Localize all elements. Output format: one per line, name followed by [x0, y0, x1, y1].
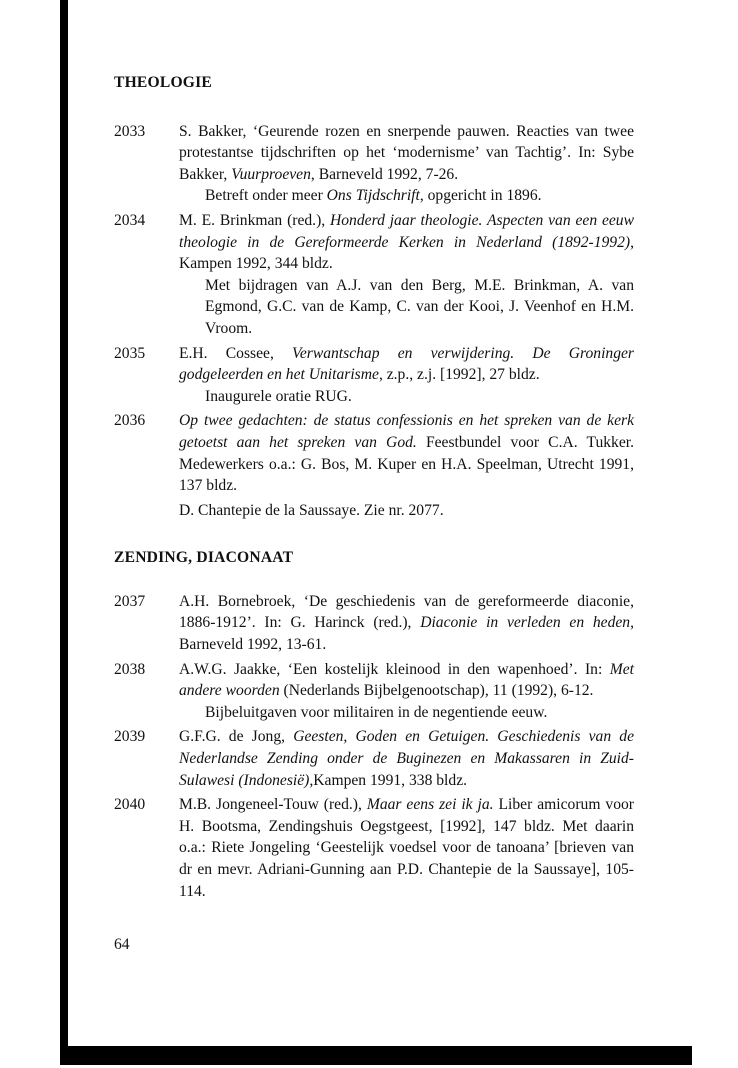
page-content	[114, 72, 634, 905]
citation-text: A.H. Bornebroek, ‘De geschiedenis van de gereformeerde diaconie, 1886-1912’. In: G. Harinck (red.),	[179, 592, 634, 632]
entry-number: 2033	[114, 122, 146, 140]
citation-text: M. E. Brinkman (red.),	[179, 211, 330, 229]
entry-body	[179, 794, 634, 902]
bibliography-entry	[114, 726, 634, 791]
entry-body	[179, 659, 634, 724]
entry-number: 2036	[114, 412, 146, 430]
citation-text: M.B. Jongeneel-Touw (red.),	[179, 796, 367, 814]
entry-citation	[179, 659, 634, 702]
citation-text: , Barneveld 1992, 13-61.	[179, 614, 634, 654]
entry-number: 2034	[114, 211, 146, 229]
bibliography-entry	[114, 794, 634, 902]
citation-title: Verwantschap en verwijdering. De Groninger godgeleerden en het Unitarisme	[179, 344, 634, 384]
citation-title: Op twee gedachten: de status confessionis en het spreken van de kerk getoetst aan het spreken van God.	[179, 412, 634, 451]
citation-title: Vuurproeven	[231, 165, 311, 183]
bibliography-entry	[114, 591, 634, 656]
citation-title: Diaconie in verleden en heden	[420, 614, 631, 632]
entry-citation	[179, 794, 634, 902]
entry-body	[179, 121, 634, 207]
page-number: 64	[114, 936, 130, 953]
cross-reference: D. Chantepie de la Saussaye. Zie nr. 2077.	[179, 501, 444, 519]
entry-number: 2040	[114, 796, 146, 814]
entry-note: Inaugurele oratie RUG.	[205, 387, 352, 405]
section-theologie	[114, 72, 634, 521]
scan-edge-left	[60, 0, 68, 1064]
note-text: Betreft onder meer	[205, 187, 327, 205]
entry-list	[114, 591, 634, 902]
entry-citation	[179, 343, 634, 386]
bibliography-entry	[114, 343, 634, 408]
note-text: , opgericht in 1896.	[419, 187, 542, 205]
entry-citation	[179, 726, 634, 791]
entry-body	[179, 210, 634, 340]
section-zending-diaconaat	[114, 547, 634, 902]
entry-number: 2038	[114, 660, 146, 678]
citation-text: , Barneveld 1992, 7-26.	[310, 165, 459, 183]
citation-text: S. Bakker, ‘Geurende rozen en snerpende pauwen. Reacties van twee protestantse tijdschriften op het ‘modernisme’ van Tachtig’. In: Sybe Bakker,	[179, 122, 634, 183]
entry-citation	[179, 121, 634, 186]
entry-body	[179, 726, 634, 791]
bibliography-entry	[114, 210, 634, 340]
entry-body	[179, 591, 634, 656]
citation-text: E.H. Cossee,	[179, 344, 293, 362]
bibliography-entry	[114, 410, 634, 496]
entry-note: Bijbeluitgaven voor militairen in de negentiende eeuw.	[205, 703, 548, 721]
entry-citation	[179, 410, 634, 496]
entry-note	[179, 185, 634, 207]
section-heading: ZENDING, DIACONAAT	[114, 549, 294, 567]
entry-list	[114, 121, 634, 522]
entry-number: 2035	[114, 344, 146, 362]
citation-text: Kampen 1991, 338 bldz.	[313, 771, 468, 789]
entry-body	[179, 343, 634, 408]
citation-text: A.W.G. Jaakke, ‘Een kostelijk kleinood in den wapenhoed’. In:	[179, 660, 610, 678]
citation-text: (Nederlands Bijbelgenootschap), 11 (1992), 6-12.	[279, 682, 594, 700]
scan-edge-bottom	[60, 1046, 692, 1065]
citation-title: Honderd jaar theologie. Aspecten van een eeuw theologie in de Gereformeerde Kerken in Nederland (1892-1992)	[179, 211, 634, 251]
entry-citation	[179, 591, 634, 656]
bibliography-entry	[114, 121, 634, 207]
entry-body	[179, 410, 634, 496]
citation-title: Met andere woorden	[179, 660, 634, 700]
citation-text: Liber amicorum voor H. Bootsma, Zendingshuis Oegstgeest, [1992], 147 bldz. Met daarin o.a.: Riete Jongeling ‘Geestelijk voedsel voor de tanoana’ [brieven van dr en mevr. Adriani-Gunning aan P.D. Chantepie de la Saussaye], 105-114.	[179, 796, 634, 900]
entry-citation	[179, 210, 634, 275]
citation-title: Maar eens zei ik ja.	[366, 796, 494, 814]
entry-note: Met bijdragen van A.J. van den Berg, M.E. Brinkman, A. van Egmond, G.C. van de Kamp, C. van der Kooi, J. Veenhof en H.M. Vroom.	[205, 276, 634, 337]
citation-text: G.F.G. de Jong,	[179, 728, 294, 746]
citation-text: , Kampen 1992, 344 bldz.	[179, 233, 634, 273]
entry-number: 2037	[114, 592, 146, 610]
bibliography-entry	[114, 659, 634, 724]
citation-title: Geesten, Goden en Getuigen. Geschiedenis van de Nederlandse Zending onder de Buginezen en Makassaren in Zuid-Sulawesi (Indonesië),	[179, 728, 634, 789]
entry-number: 2039	[114, 728, 146, 746]
note-title: Ons Tijdschrift	[326, 187, 420, 205]
citation-text: , z.p., z.j. [1992], 27 bldz.	[378, 366, 540, 384]
citation-text: Feestbundel voor C.A. Tukker. Medewerkers o.a.: G. Bos, M. Kuper en H.A. Speelman, Utrecht 1991, 137 bldz.	[179, 433, 634, 495]
section-heading: THEOLOGIE	[114, 74, 212, 91]
